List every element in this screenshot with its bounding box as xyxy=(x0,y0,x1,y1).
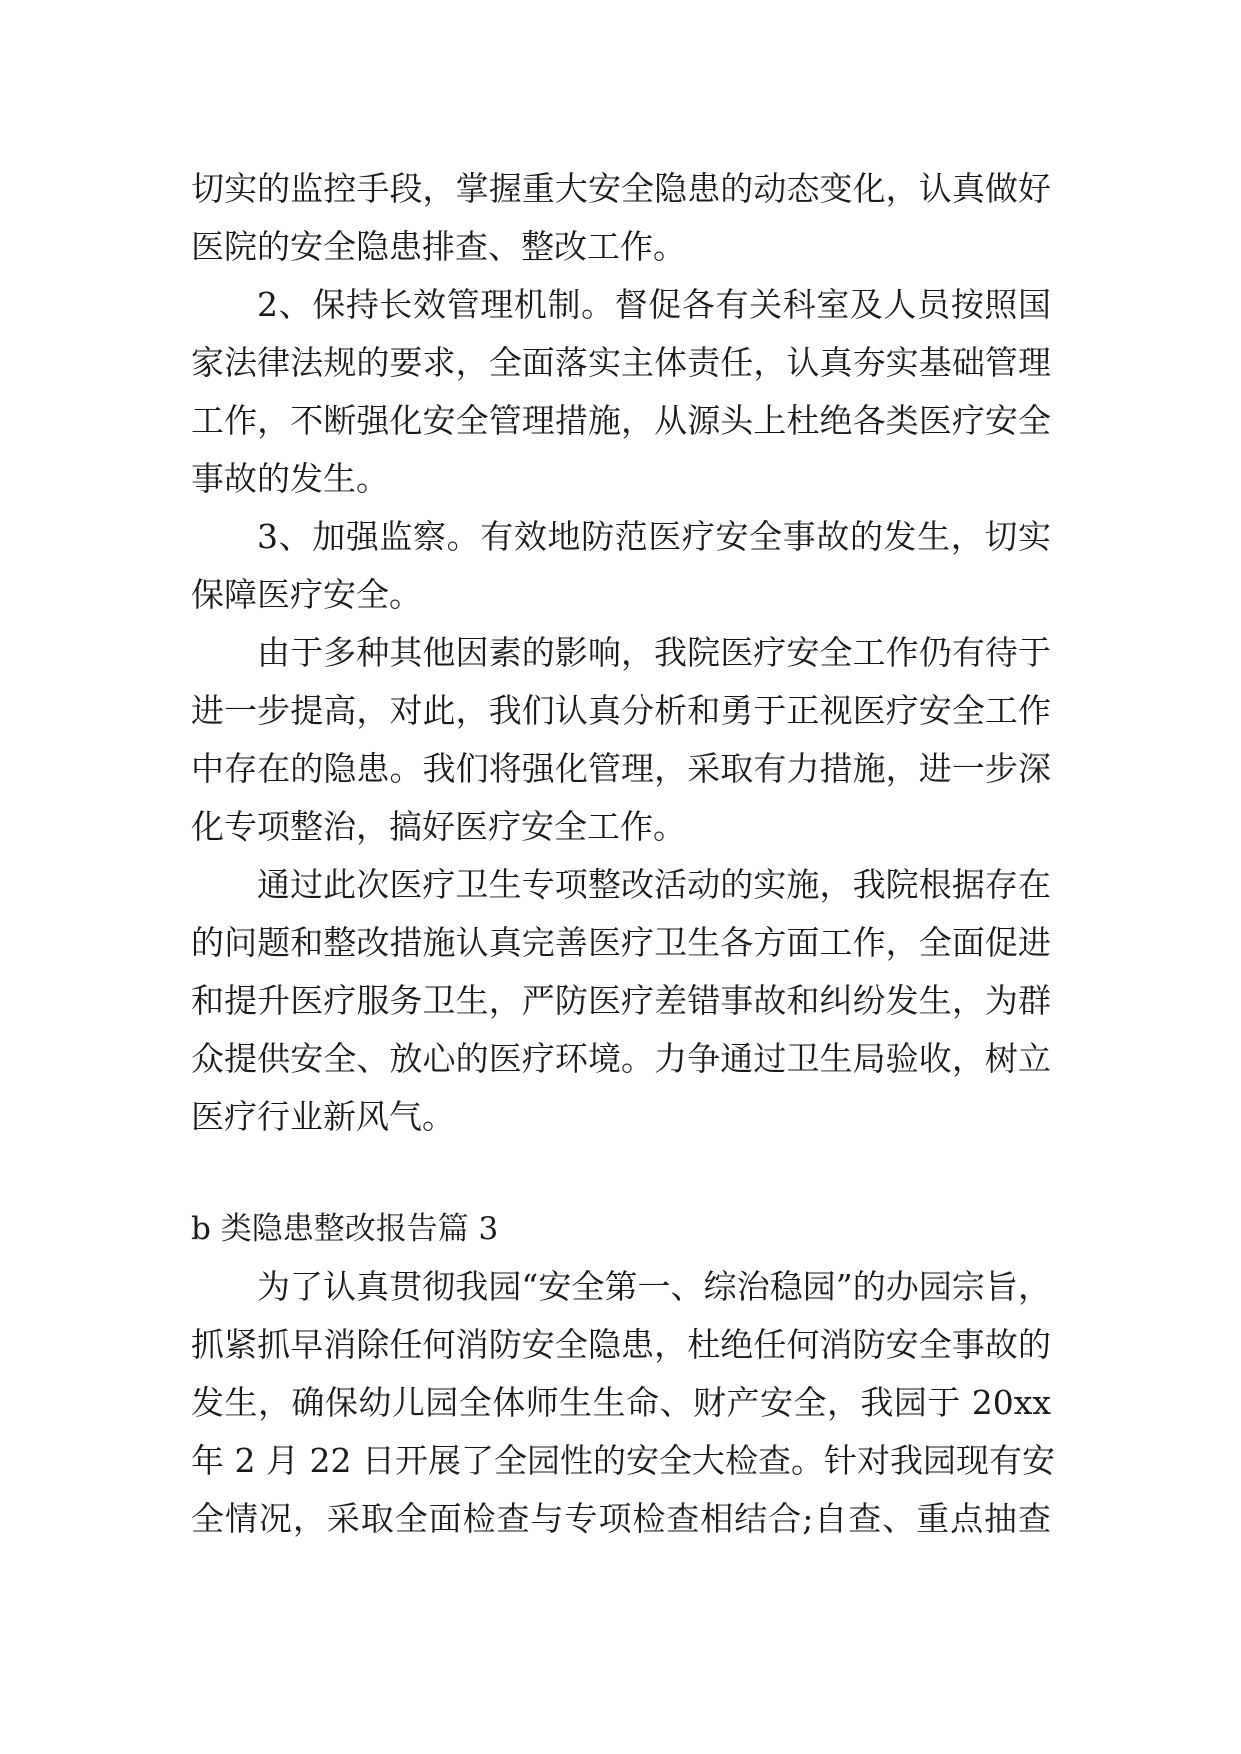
text-line: 的问题和整改措施认真完善医疗卫生各方面工作，全面促进 xyxy=(191,923,1051,962)
text-line: 事故的发生。 xyxy=(191,459,389,498)
text-line: 3、加强监察。有效地防范医疗安全事故的发生，切实 xyxy=(257,517,1051,556)
text-line: 和提升医疗服务卫生，严防医疗差错事故和纠纷发生，为群 xyxy=(191,981,1051,1020)
section-heading: b 类隐患整改报告篇 3 xyxy=(191,1211,499,1247)
text-line: 全情况，采取全面检查与专项检查相结合;自查、重点抽查 xyxy=(191,1499,1051,1538)
text-line: 众提供安全、放心的医疗环境。力争通过卫生局验收，树立 xyxy=(191,1039,1051,1078)
text-line: 家法律法规的要求，全面落实主体责任，认真夯实基础管理 xyxy=(191,343,1051,382)
text-line: 化专项整治，搞好医疗安全工作。 xyxy=(191,807,686,846)
text-line: 由于多种其他因素的影响，我院医疗安全工作仍有待于 xyxy=(257,633,1051,672)
text-line: 发生，确保幼儿园全体师生生命、财产安全，我园于 20xx xyxy=(191,1383,1051,1422)
document-page xyxy=(191,160,1055,1548)
paragraph-monitoring xyxy=(191,160,1051,276)
paragraph-kindergarten-safety xyxy=(191,1258,1055,1548)
text-line: 医院的安全隐患排查、整改工作。 xyxy=(191,227,686,266)
text-line: 进一步提高，对此，我们认真分析和勇于正视医疗安全工作 xyxy=(191,691,1051,730)
text-line: 抓紧抓早消除任何消防安全隐患，杜绝任何消防安全事故的 xyxy=(191,1325,1051,1364)
text-line: 保障医疗安全。 xyxy=(191,575,422,614)
text-line: 2、保持长效管理机制。督促各有关科室及人员按照国 xyxy=(257,285,1051,324)
paragraph-other-factors xyxy=(191,624,1051,856)
section-gap xyxy=(191,1146,1051,1200)
text-line: 通过此次医疗卫生专项整改活动的实施，我院根据存在 xyxy=(257,865,1051,904)
text-line: 为了认真贯彻我园“安全第一、综治稳园”的办园宗旨， xyxy=(257,1267,1051,1306)
text-line: 工作，不断强化安全管理措施，从源头上杜绝各类医疗安全 xyxy=(191,401,1051,440)
text-line: 切实的监控手段，掌握重大安全隐患的动态变化，认真做好 xyxy=(191,169,1051,208)
paragraph-long-term-mechanism xyxy=(191,276,1051,508)
text-line: 医疗行业新风气。 xyxy=(191,1097,455,1136)
paragraph-conclusion xyxy=(191,856,1051,1146)
paragraph-supervision xyxy=(191,508,1051,624)
text-line: 中存在的隐患。我们将强化管理，采取有力措施，进一步深 xyxy=(191,749,1051,788)
text-line: 年 2 月 22 日开展了全园性的安全大检查。针对我园现有安 xyxy=(191,1441,1055,1480)
